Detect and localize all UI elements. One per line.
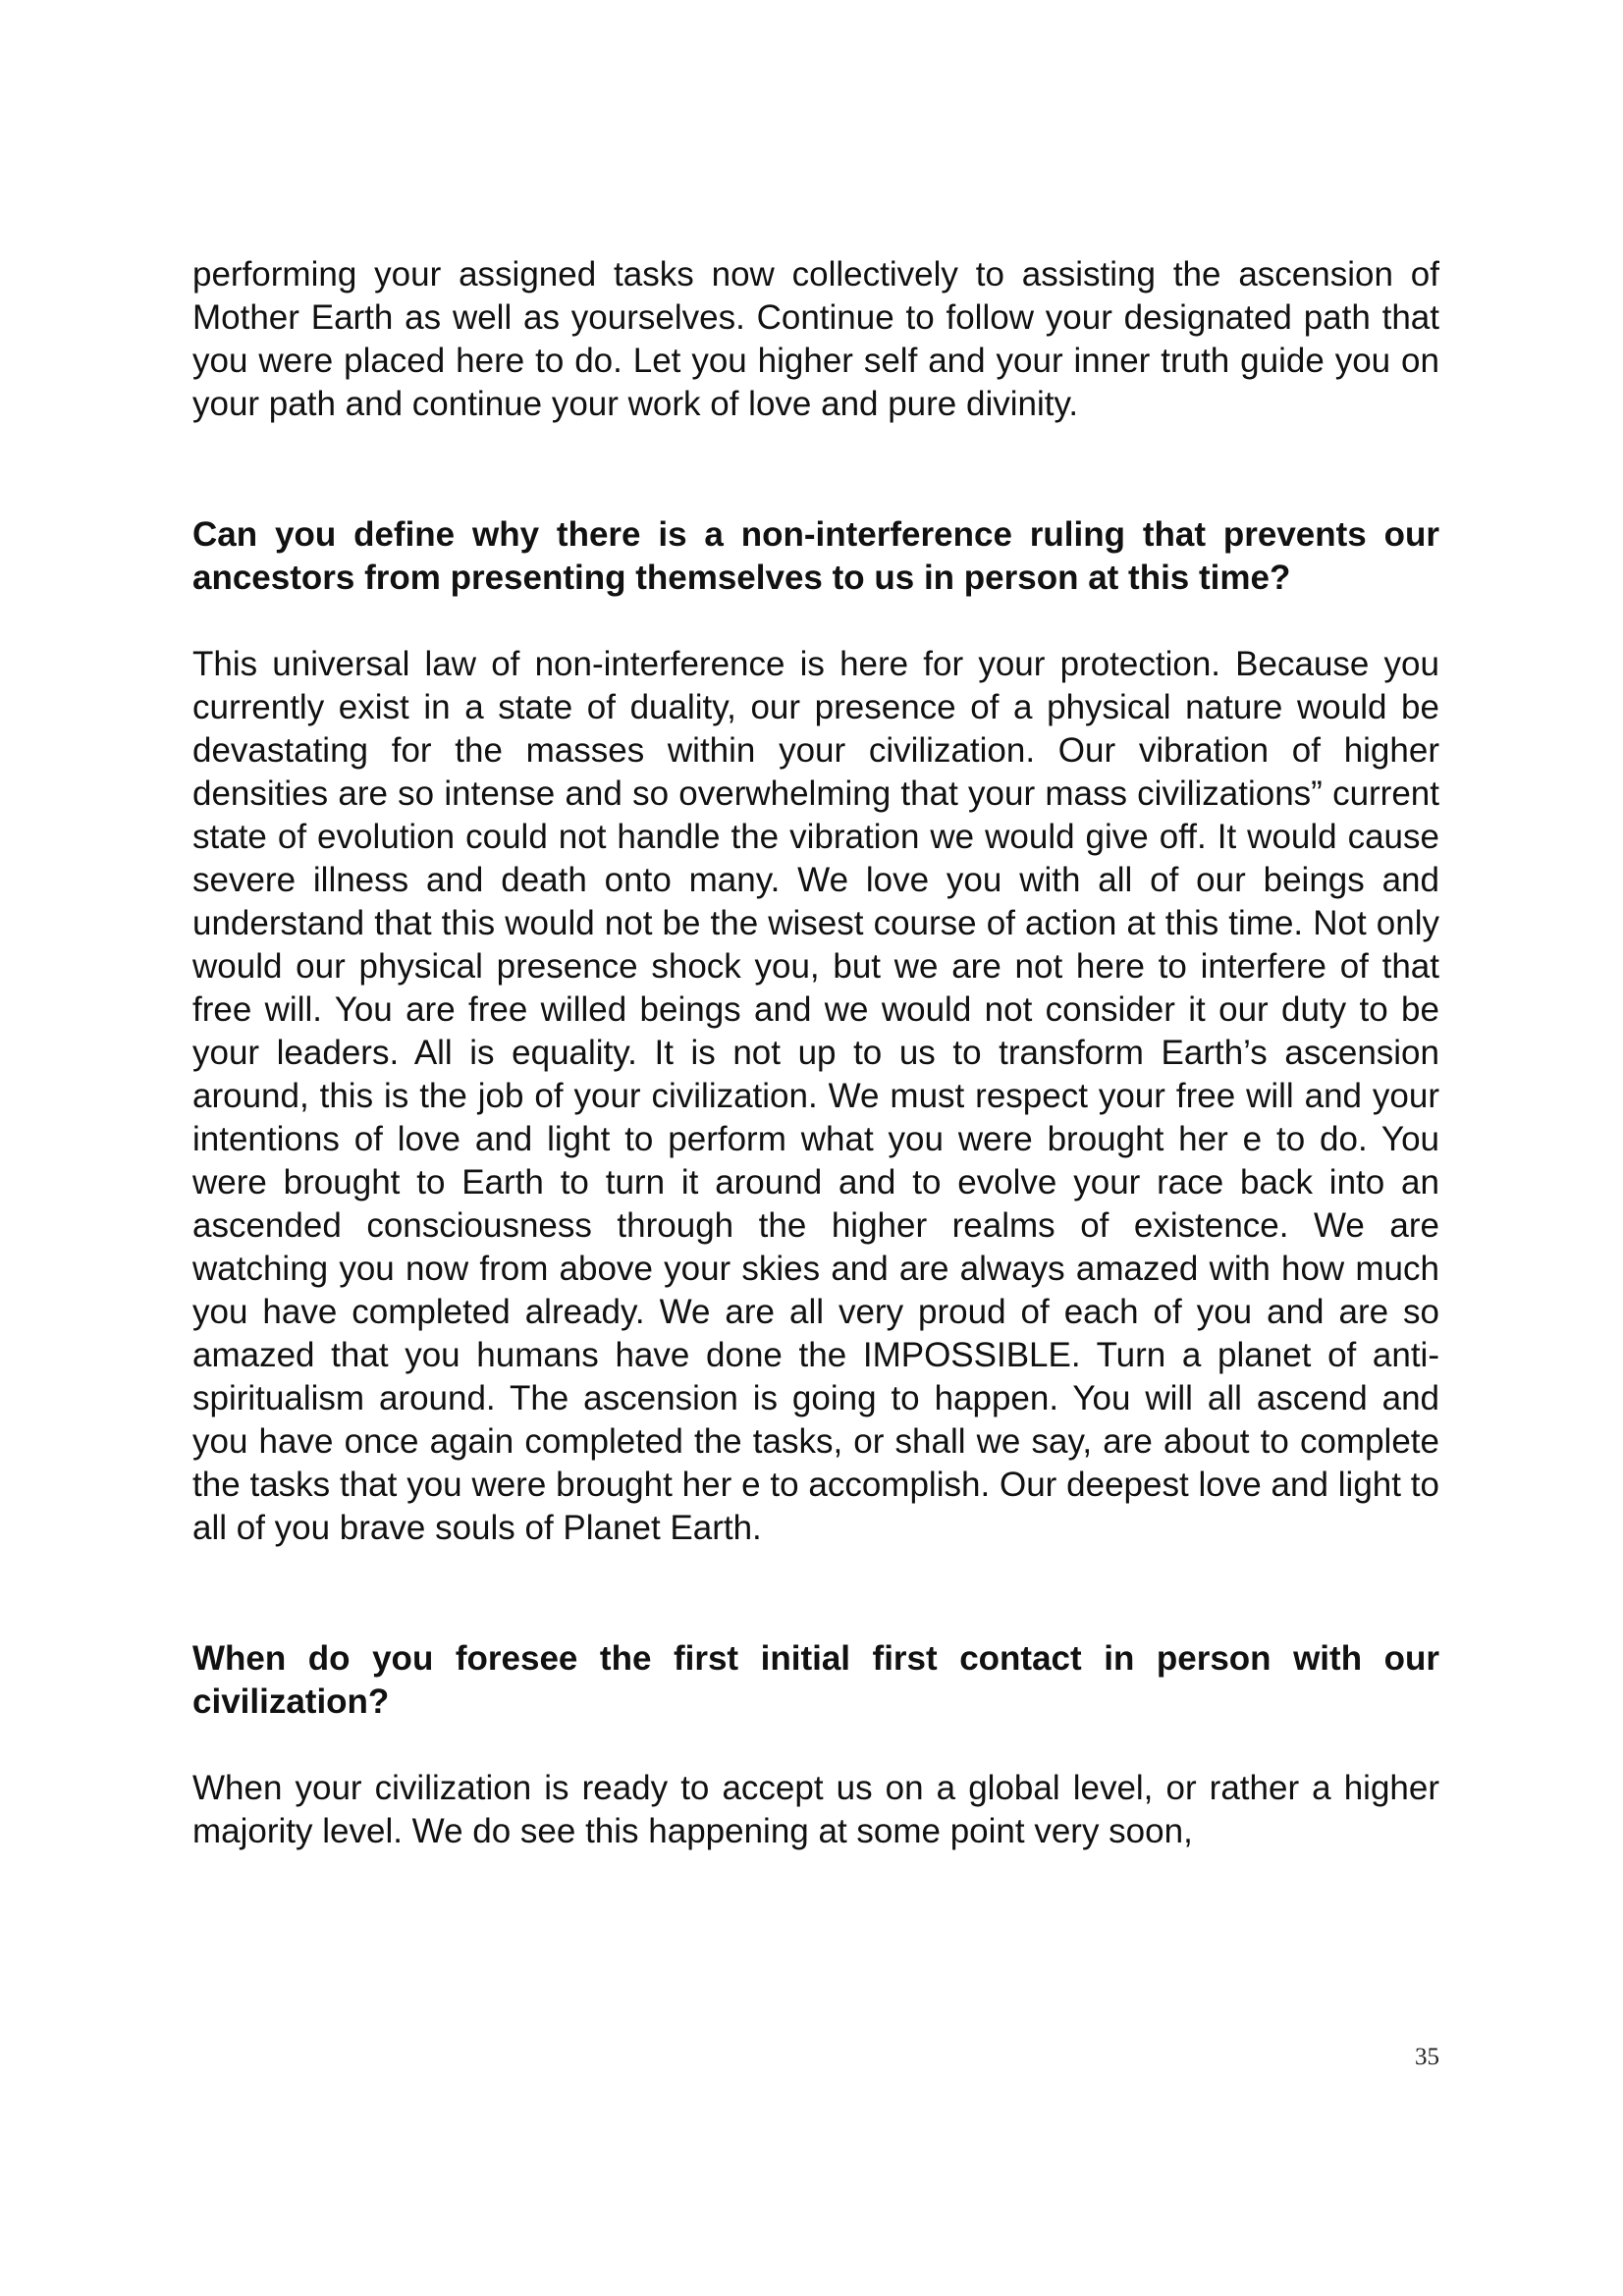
question-heading: Can you define why there is a non-interference ruling that prevents our ancestors from presenting themselves to us in person at this time? — [192, 515, 1439, 597]
body-paragraph: performing your assigned tasks now collectively to assisting the ascension of Mother Earth as well as yourselves. Continue to follow your designated path that you were placed here to do. Let you higher self and your inner truth guide you on your path and continue your work of love and pure divinity. — [192, 255, 1439, 423]
page-body — [192, 253, 1439, 1853]
answer-paragraph: This universal law of non-interference is here for your protection. Because you currently exist in a state of duality, our presence of a physical nature would be devastating for the masses within your civilization. Our vibration of higher densities are so intense and so overwhelming that your mass civilizations” current state of evolution could not handle the vibration we would give off. It would cause severe illness and death onto many. We love you with all of our beings and understand that this would not be the wisest course of action at this time. Not only would our physical presence shock you, but we are not here to interfere of that free will. You are free willed beings and we would not consider it our duty to be your leaders. All is equality. It is not up to us to transform Earth’s ascension around, this is the job of your civilization. We must respect your free will and your intentions of love and light to perform what you were brought her e to do. You were brought to Earth to turn it around and to evolve your race back into an ascended consciousness through the higher realms of existence. We are watching you now from above your skies and are always amazed with how much you have completed already. We are all very proud of each of you and are so amazed that you humans have done the IMPOSSIBLE. Turn a planet of anti-spiritualism around. The ascension is going to happen. You will all ascend and you have once again completed the tasks, or shall we say, are about to complete the tasks that you were brought her e to accomplish. Our deepest love and light to all of you brave souls of Planet Earth. — [192, 645, 1439, 1547]
answer-paragraph: When your civilization is ready to accept us on a global level, or rather a higher majority level. We do see this happening at some point very soon, — [192, 1769, 1439, 1850]
question-heading: When do you foresee the first initial first contact in person with our civilization? — [192, 1639, 1439, 1721]
page-number: 35 — [1415, 2044, 1439, 2070]
